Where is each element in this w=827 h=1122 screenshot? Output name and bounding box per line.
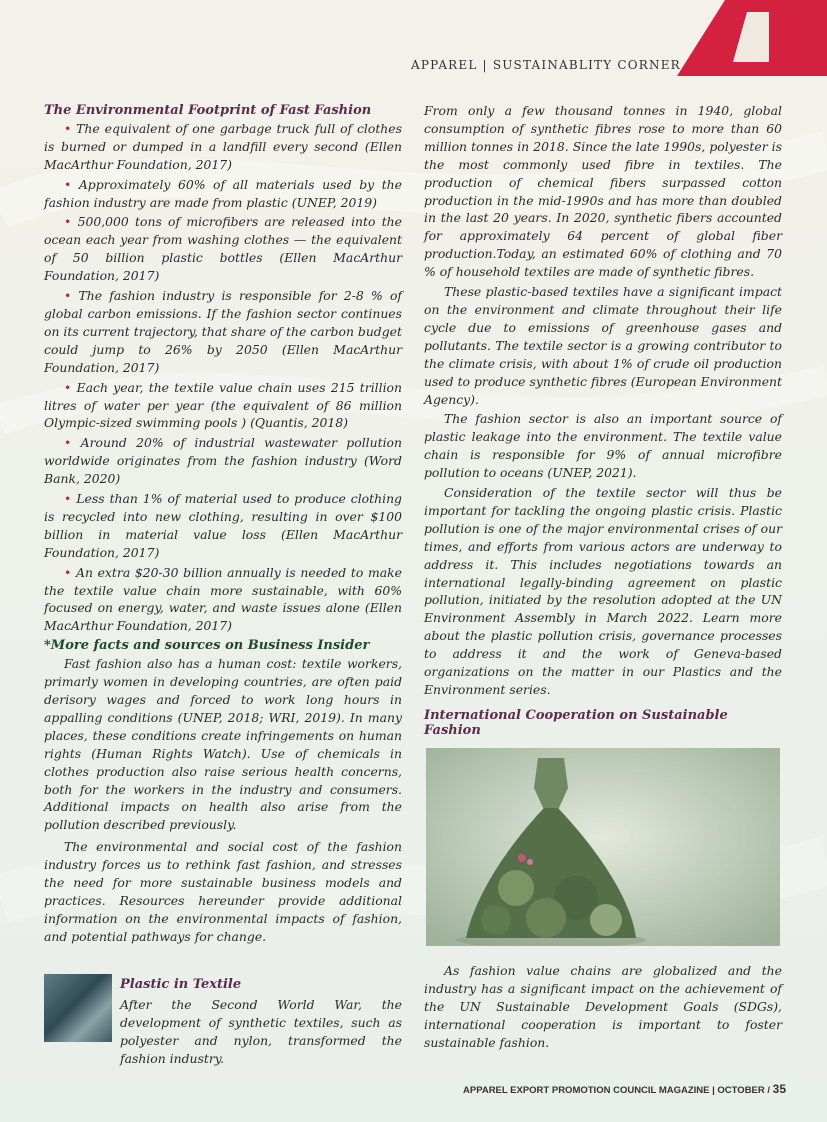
closing-section <box>424 962 782 1052</box>
page-number: 35 <box>772 1082 787 1096</box>
bullet-dot-icon: • <box>64 176 72 192</box>
fact-bullet: • The fashion industry is responsible for 2-8 % of global carbon emissions. If the fashion sector continues on its current trajectory, that share of the carbon budget could jump to 26% by 2050 (Ellen MacArthur Foundation, 2017) <box>44 288 402 375</box>
textile-thumbnail-image <box>44 974 112 1042</box>
page-footer <box>463 1082 787 1096</box>
fact-bullet: • Less than 1% of material used to produce clothing is recycled into new clothing, resulting in over $100 billion in material value loss (Ellen MacArthur Foundation, 2017) <box>44 491 402 560</box>
cooperation-heading: International Cooperation on Sustainable Fashion <box>424 708 728 738</box>
fact-bullet: • 500,000 tons of microfibers are released into the ocean each year from washing clothes — the equivalent of 50 billion plastic bottles (Ellen MacArthur Foundation, 2017) <box>44 214 402 284</box>
body-paragraph: Consideration of the textile sector will thus be important for tackling the ongoing plastic crisis. Plastic pollution is one of the major environmental crises of our times, and efforts from various actors are underway to address it. This includes negotiations towards an international legally-binding agreement on plastic pollution, initiated by the resolution adopted at the UN Environment Assembly in March 2022. Learn more about the plastic pollution crisis, governance processes to address it and the work of Geneva-based organizations on the matter in our Plastics and the Environment series. <box>424 485 782 697</box>
section-header: APPAREL | SUSTAINABLITY CORNER <box>411 58 681 72</box>
fact-bullet: • Approximately 60% of all materials used by the fashion industry are made from plastic (UNEP, 2019) <box>44 176 402 210</box>
plastic-body: After the Second World War, the development of synthetic textiles, such as polyester and nylon, transformed the fashion industry. <box>120 997 402 1066</box>
plastic-heading: Plastic in Textile <box>120 977 242 992</box>
fact-bullet: • Each year, the textile value chain uses 215 trillion litres of water per year (the equivalent of 86 million Olympic-sized swimming pools ) (Quantis, 2018) <box>44 379 402 431</box>
bullet-dot-icon: • <box>64 564 72 580</box>
fact-bullet: • Around 20% of industrial wastewater pollution worldwide originates from the fashion industry (Word Bank, 2020) <box>44 435 402 487</box>
plant-dress-image <box>426 748 780 946</box>
body-paragraph: From only a few thousand tonnes in 1940, global consumption of synthetic fibres rose to more than 60 million tonnes in 2018. Since the late 1990s, polyester is the most commonly used fibre in textiles. The production of chemical fibers surpassed cotton production in the mid-1990s and has more than doubled in the last 20 years. In 2020, synthetic fibers accounted for approximately 64 percent of global fiber production.Today, an estimated 60% of clothing and 70 % of household textiles are made of synthetic fibres. <box>424 103 782 280</box>
bullet-dot-icon: • <box>64 214 72 230</box>
fact-bullet: • An extra $20-30 billion annually is needed to make the textile value chain more sustainable, with 60% focused on energy, water, and waste issues alone (Ellen MacArthur Foundation, 2017) <box>44 564 402 634</box>
body-paragraph: The fashion sector is also an important source of plastic leakage into the environment. The textile value chain is responsible for 9% of annual microfibre pollution to oceans (UNEP, 2021). <box>424 411 782 481</box>
right-column <box>424 102 782 699</box>
bullet-dot-icon: • <box>64 288 72 304</box>
closing-paragraph: As fashion value chains are globalized and the industry has a significant impact on the achievement of the UN Sustainable Development Goals (SDGs), international cooperation is important to foster sustainable fashion. <box>424 963 782 1050</box>
bullet-dot-icon: • <box>64 491 72 507</box>
bullet-dot-icon: • <box>64 379 72 395</box>
footer-magazine: APPAREL EXPORT PROMOTION COUNCIL MAGAZINE | OCTOBER / <box>463 1085 773 1096</box>
letter-a-logo <box>677 0 827 76</box>
bullet-dot-icon: • <box>64 435 72 451</box>
bullet-dot-icon: • <box>64 120 72 136</box>
body-paragraph: Fast fashion also has a human cost: textile workers, primarly women in developing countries, are often paid derisory wages and forced to work long hours in appalling conditions (UNEP, 2018; WRI, 2019). In many places, these conditions create infringements on human rights (Human Rights Watch). Use of chemicals in clothes production also raise serious health concerns, both for the workers in the industry and consumers. Additional impacts on health also arise from the pollution described previously. <box>44 656 402 833</box>
plastic-text <box>120 976 402 1068</box>
sources-link[interactable]: *More facts and sources on Business Insider <box>44 638 370 654</box>
left-column <box>44 102 402 946</box>
footprint-heading: The Environmental Footprint of Fast Fashion <box>44 103 372 118</box>
body-paragraph: The environmental and social cost of the fashion industry forces us to rethink fast fashion, and stresses the need for more sustainable business models and practices. Resources hereunder provide additional information on the environmental impacts of fashion, and potential pathways for change. <box>44 839 402 944</box>
fact-bullet: • The equivalent of one garbage truck full of clothes is burned or dumped in a landfill every second (Ellen MacArthur Foundation, 2017) <box>44 120 402 172</box>
body-paragraph: These plastic-based textiles have a significant impact on the environment and climate throughout their life cycle due to emissions of greenhouse gases and pollutants. The textile sector is a growing contributor to the climate crisis, with about 1% of crude oil production used to produce synthetic fibres (European Environment Agency). <box>424 284 782 407</box>
cooperation-heading-wrap <box>424 708 782 740</box>
